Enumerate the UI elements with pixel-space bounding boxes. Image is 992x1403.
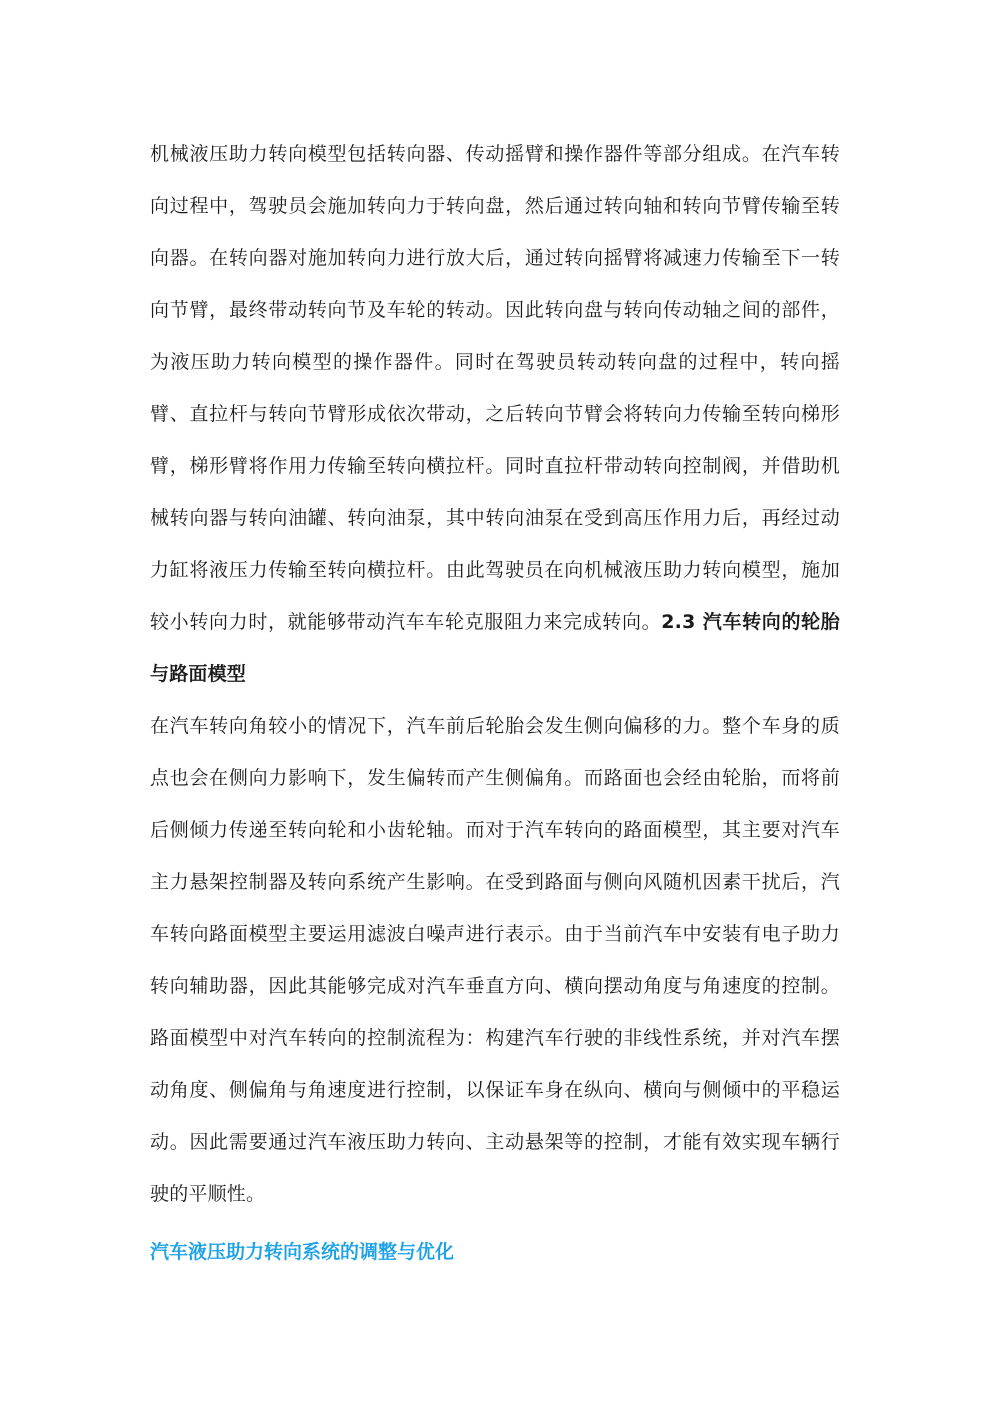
inline-heading: 2.3 汽车转向的轮胎与路面模型 <box>150 611 840 685</box>
paragraph-1-text: 机械液压助力转向模型包括转向器、传动摇臂和操作器件等部分组成。在汽车转向过程中，驾驶员会施加转向力于转向盘，然后通过转向轴和转向节臂传输至转向器。在转向器对施加转向力进行放大后，通过转向摇臂将减速力传输至下一转向节臂，最终带动转向节及车轮的转动。因此转向盘与转向传动轴之间的部件，为液压助力转向模型的操作器件。同时在驾驶员转动转向盘的过程中，转向摇臂、直拉杆与转向节臂形成依次带动，之后转向节臂会将转向力传输至转向梯形臂，梯形臂将作用力传输至转向横拉杆。同时直拉杆带动转向控制阀，并借助机械转向器与转向油罐、转向油泵，其中转向油泵在受到高压作用力后，再经过动力缸将液压力传输至转向横拉杆。由此驾驶员在向机械液压助力转向模型，施加较小转向力时，就能够带动汽车车轮克服阻力来完成转向。 <box>150 143 840 633</box>
paragraph-2: 在汽车转向角较小的情况下，汽车前后轮胎会发生侧向偏移的力。整个车身的质点也会在侧向力影响下，发生偏转而产生侧偏角。而路面也会经由轮胎，而将前后侧倾力传递至转向轮和小齿轮轴。而对于汽车转向的路面模型，其主要对汽车主力悬架控制器及转向系统产生影响。在受到路面与侧向风随机因素干扰后，汽车转向路面模型主要运用滤波白噪声进行表示。由于当前汽车中安装有电子助力转向辅助器，因此其能够完成对汽车垂直方向、横向摆动角度与角速度的控制。路面模型中对汽车转向的控制流程为：构建汽车行驶的非线性系统，并对汽车摆动角度、侧偏角与角速度进行控制，以保证车身在纵向、横向与侧倾中的平稳运动。因此需要通过汽车液压助力转向、主动悬架等的控制，才能有效实现车辆行驶的平顺性。 <box>150 715 840 1205</box>
section-heading: 汽车液压助力转向系统的调整与优化 <box>150 1241 455 1263</box>
document-body <box>150 128 840 1278</box>
paragraph-1 <box>150 128 840 700</box>
